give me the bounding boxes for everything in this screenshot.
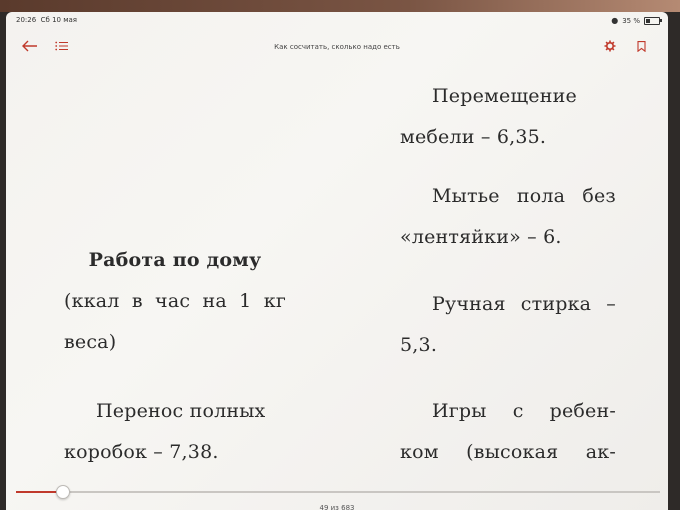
item-line-1: Перенос полных <box>96 400 266 422</box>
subtitle-line-1: (ккал в час на 1 кг <box>64 290 286 312</box>
reader-toolbar <box>6 30 668 62</box>
item-line-1: Ручная стирка – <box>432 293 616 315</box>
item-line-2: 5,3. <box>400 334 438 356</box>
gear-icon <box>604 40 616 52</box>
item-line-2: мебели – 6,35. <box>400 126 547 148</box>
item-line-2: ком (высокая ак- <box>400 441 616 463</box>
date-text: Сб 10 мая <box>40 16 77 24</box>
reader-screen <box>6 12 668 510</box>
status-right <box>611 16 660 25</box>
right-page-item-1 <box>400 76 616 158</box>
settings-button[interactable] <box>600 34 620 58</box>
book-title: Как сосчитать, сколько надо есть <box>274 43 400 51</box>
wifi-icon: ● <box>611 16 619 25</box>
item-line-1: Игры с ребен- <box>432 400 616 422</box>
right-page-item-3 <box>400 284 616 366</box>
left-page <box>64 240 286 363</box>
subtitle-line-2: веса) <box>64 331 117 353</box>
page-slider[interactable] <box>16 491 660 493</box>
section-heading: Работа по дому <box>88 249 262 271</box>
item-line-1: Мытье пола без <box>432 185 616 207</box>
bookmark-button[interactable] <box>632 34 650 58</box>
status-bar <box>6 12 668 28</box>
left-page-item <box>64 391 286 473</box>
battery-percent: 35 % <box>622 16 640 25</box>
item-line-1: Перемещение <box>432 85 577 107</box>
time-text: 20:26 <box>16 16 37 24</box>
slider-thumb[interactable] <box>56 485 70 499</box>
battery-icon <box>644 17 660 25</box>
bookmark-icon <box>637 41 646 52</box>
item-line-2: «лентяйки» – 6. <box>400 226 562 248</box>
item-line-2: коробок – 7,38. <box>64 441 219 463</box>
status-time <box>16 16 77 24</box>
right-page-item-2 <box>400 176 616 258</box>
page-indicator: 49 из 683 <box>319 504 355 510</box>
device-edge <box>0 0 680 12</box>
right-page-item-4 <box>400 391 616 473</box>
